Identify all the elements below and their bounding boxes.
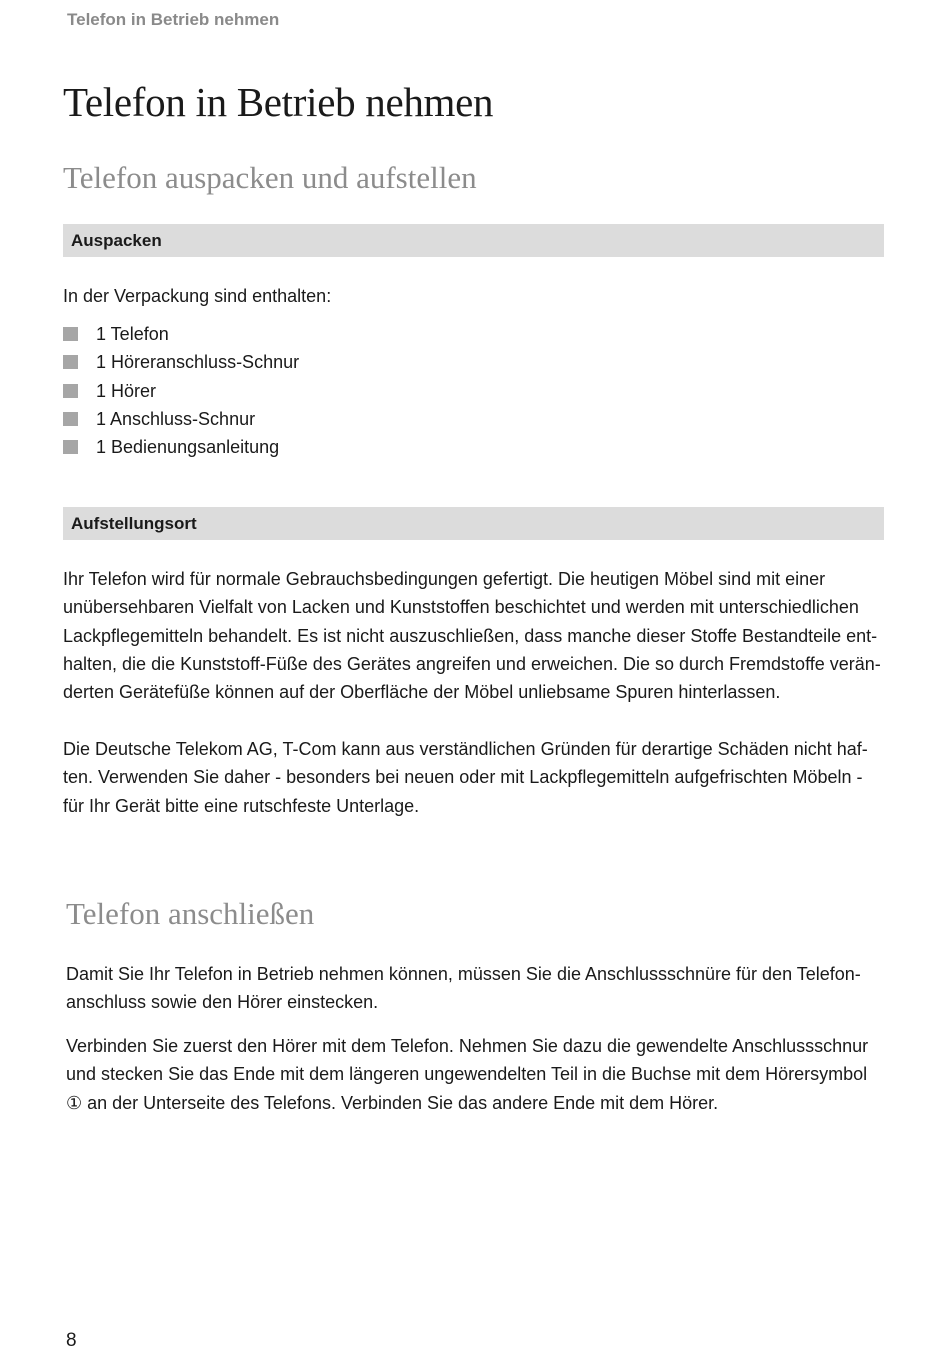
location-paragraph-2 (63, 735, 893, 820)
list-item (63, 405, 299, 433)
text-line: Verbinden Sie zuerst den Hörer mit dem Telefon. Nehmen Sie dazu die gewendelte Anschlussschnur (66, 1036, 869, 1056)
heading-bar-aufstellungsort: Aufstellungsort (63, 507, 884, 540)
list-item (63, 348, 299, 376)
text-line: Damit Sie Ihr Telefon in Betrieb nehmen können, müssen Sie die Anschlussschnüre für den Telefon- (66, 964, 861, 984)
text-line: anschluss sowie den Hörer einstecken. (66, 992, 379, 1013)
bullet-square-icon (63, 327, 78, 341)
section-title-connect: Telefon anschließen (66, 896, 315, 931)
bullet-square-icon (63, 440, 78, 454)
bullet-square-icon (63, 355, 78, 369)
text-line: unübersehbaren Vielfalt von Lacken und Kunststoffen beschichtet und werden mit unterschiedlichen (63, 597, 859, 618)
list-item (63, 320, 299, 348)
text-line: halten, die die Kunststoff-Füße des Gerätes angreifen und erweichen. Die so durch Fremdstoffe verän- (63, 653, 881, 674)
text-line: und stecken Sie das Ende mit dem längeren ungewendelten Teil in die Buchse mit dem Hörersymbol (66, 1064, 868, 1085)
text-line: Ihr Telefon wird für normale Gebrauchsbedingungen gefertigt. Die heutigen Möbel sind mit einer (63, 569, 826, 589)
list-item (63, 433, 299, 461)
list-item-text: 1 Bedienungsanleitung (96, 437, 280, 458)
page-number: 8 (66, 1330, 77, 1351)
section-title-unpack-setup: Telefon auspacken und aufstellen (63, 160, 477, 195)
list-item-text: 1 Höreranschluss-Schnur (96, 352, 300, 373)
text-line: ten. Verwenden Sie daher - besonders bei neuen oder mit Lackpflegemitteln aufgefrischten Möbeln - (63, 767, 863, 788)
bullet-square-icon (63, 412, 78, 426)
connect-paragraph-1 (66, 960, 896, 1017)
text-line: ① an der Unterseite des Telefons. Verbinden Sie das andere Ende mit dem Hörer. (66, 1092, 719, 1113)
running-header: Telefon in Betrieb nehmen (67, 10, 280, 29)
text-line: für Ihr Gerät bitte eine rutschfeste Unterlage. (63, 795, 420, 816)
list-item (63, 377, 299, 405)
text-line: derten Gerätefüße können auf der Oberfläche der Möbel unliebsame Spuren hinterlassen. (63, 682, 781, 703)
heading-bar-auspacken: Auspacken (63, 224, 884, 257)
connect-paragraph-2 (66, 1032, 896, 1117)
package-contents-intro: In der Verpackung sind enthalten: (63, 286, 332, 306)
list-item-text: 1 Hörer (96, 380, 157, 401)
list-item-text: 1 Telefon (96, 324, 169, 344)
location-paragraph-1 (63, 565, 893, 706)
list-item-text: 1 Anschluss-Schnur (96, 408, 256, 429)
page-title: Telefon in Betrieb nehmen (63, 79, 494, 125)
package-contents-list (63, 320, 299, 461)
bullet-square-icon (63, 384, 78, 398)
text-line: Lackpflegemitteln behandelt. Es ist nicht auszuschließen, dass manche dieser Stoffe Bestandteile ent- (63, 625, 878, 646)
text-line: Die Deutsche Telekom AG, T-Com kann aus verständlichen Gründen für derartige Schäden nicht haf- (63, 739, 868, 759)
